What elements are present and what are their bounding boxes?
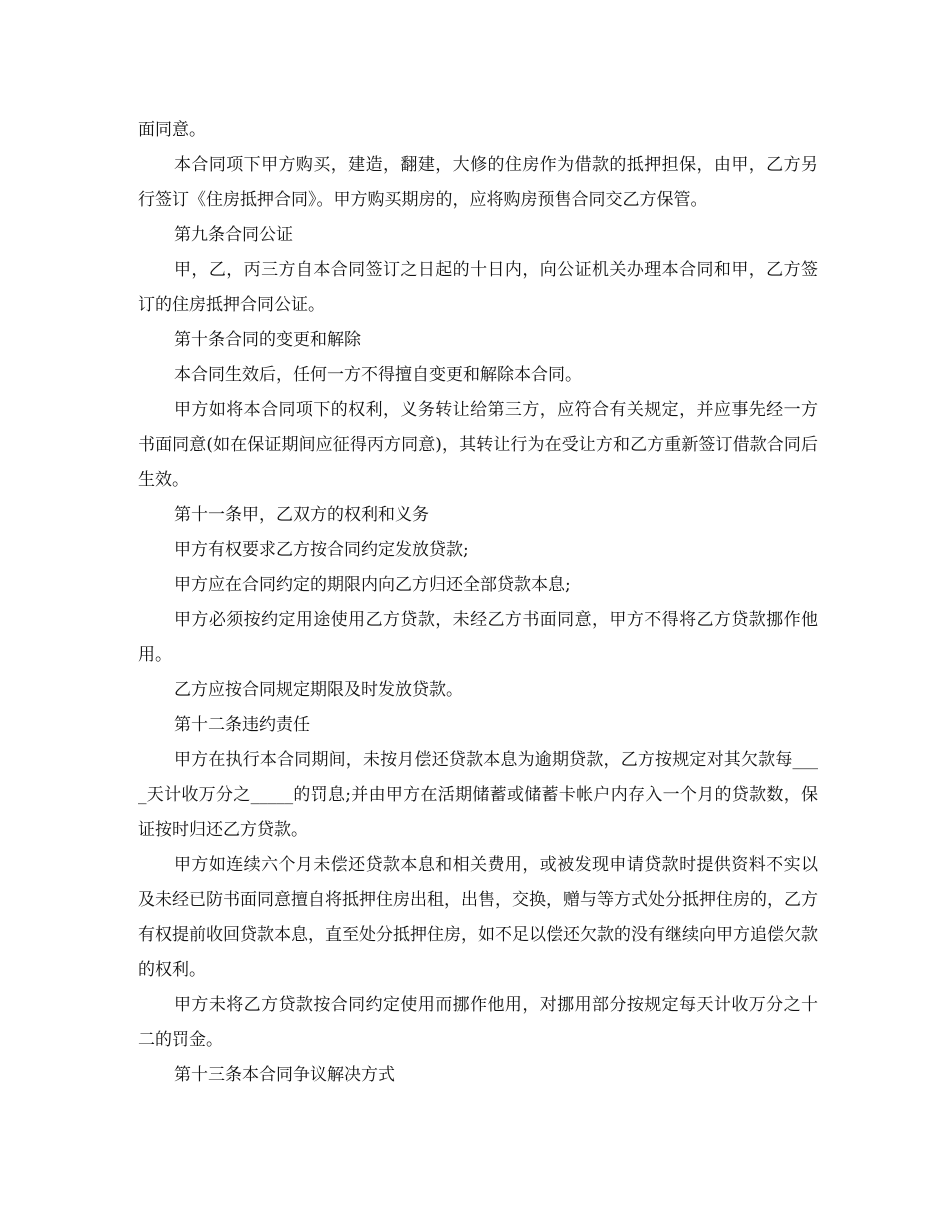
paragraph: 甲方必须按约定用途使用乙方贷款，未经乙方书面同意，甲方不得将乙方贷款挪作他用。 [138,610,818,665]
paragraph: 乙方应按合同规定期限及时发放贷款。 [174,680,463,700]
section-heading: 第十二条违约责任 [174,715,310,735]
paragraph: 甲方如连续六个月未偿还贷款本息和相关费用，或被发现申请贷款时提供资料不实以及未经已防书面同意擅自将抵押住房出租，出售，交换，赠与等方式处分抵押住房的，乙方有权提前收回贷款本息，直至处分抵押住房，如不足以偿还欠款的没有继续向甲方追偿欠款的权利。 [138,855,818,980]
section-heading: 第十条合同的变更和解除 [174,330,361,350]
paragraph: 甲方未将乙方贷款按合同约定使用而挪作他用，对挪用部分按规定每天计收万分之十二的罚金。 [138,995,818,1050]
paragraph: 本合同生效后，任何一方不得擅自变更和解除本合同。 [174,365,582,385]
paragraph: 甲方应在合同约定的期限内向乙方归还全部贷款本息; [174,575,571,595]
paragraph: 甲方在执行本合同期间，未按月偿还贷款本息为逾期贷款，乙方按规定对其欠款每____天计收万分之_____的罚息;并由甲方在活期储蓄或储蓄卡帐户内存入一个月的贷款数，保证按时归还乙方贷款。 [138,750,818,840]
paragraph: 本合同项下甲方购买，建造，翻建，大修的住房作为借款的抵押担保，由甲，乙方另行签订《住房抵押合同》。甲方购买期房的，应将购房预售合同交乙方保管。 [138,155,818,210]
document-body [138,113,818,1093]
section-heading: 第十一条甲，乙双方的权利和义务 [174,505,429,525]
paragraph: 甲方有权要求乙方按合同约定发放贷款; [174,540,469,560]
paragraph: 甲，乙，丙三方自本合同签订之日起的十日内，向公证机关办理本合同和甲，乙方签订的住房抵押合同公证。 [138,260,818,315]
section-heading: 第十三条本合同争议解决方式 [174,1065,395,1085]
paragraph: 甲方如将本合同项下的权利，义务转让给第三方，应符合有关规定，并应事先经一方书面同意(如在保证期间应征得丙方同意)，其转让行为在受让方和乙方重新签订借款合同后生效。 [138,400,818,490]
section-heading: 第九条合同公证 [174,225,293,245]
paragraph: 面同意。 [138,120,206,140]
